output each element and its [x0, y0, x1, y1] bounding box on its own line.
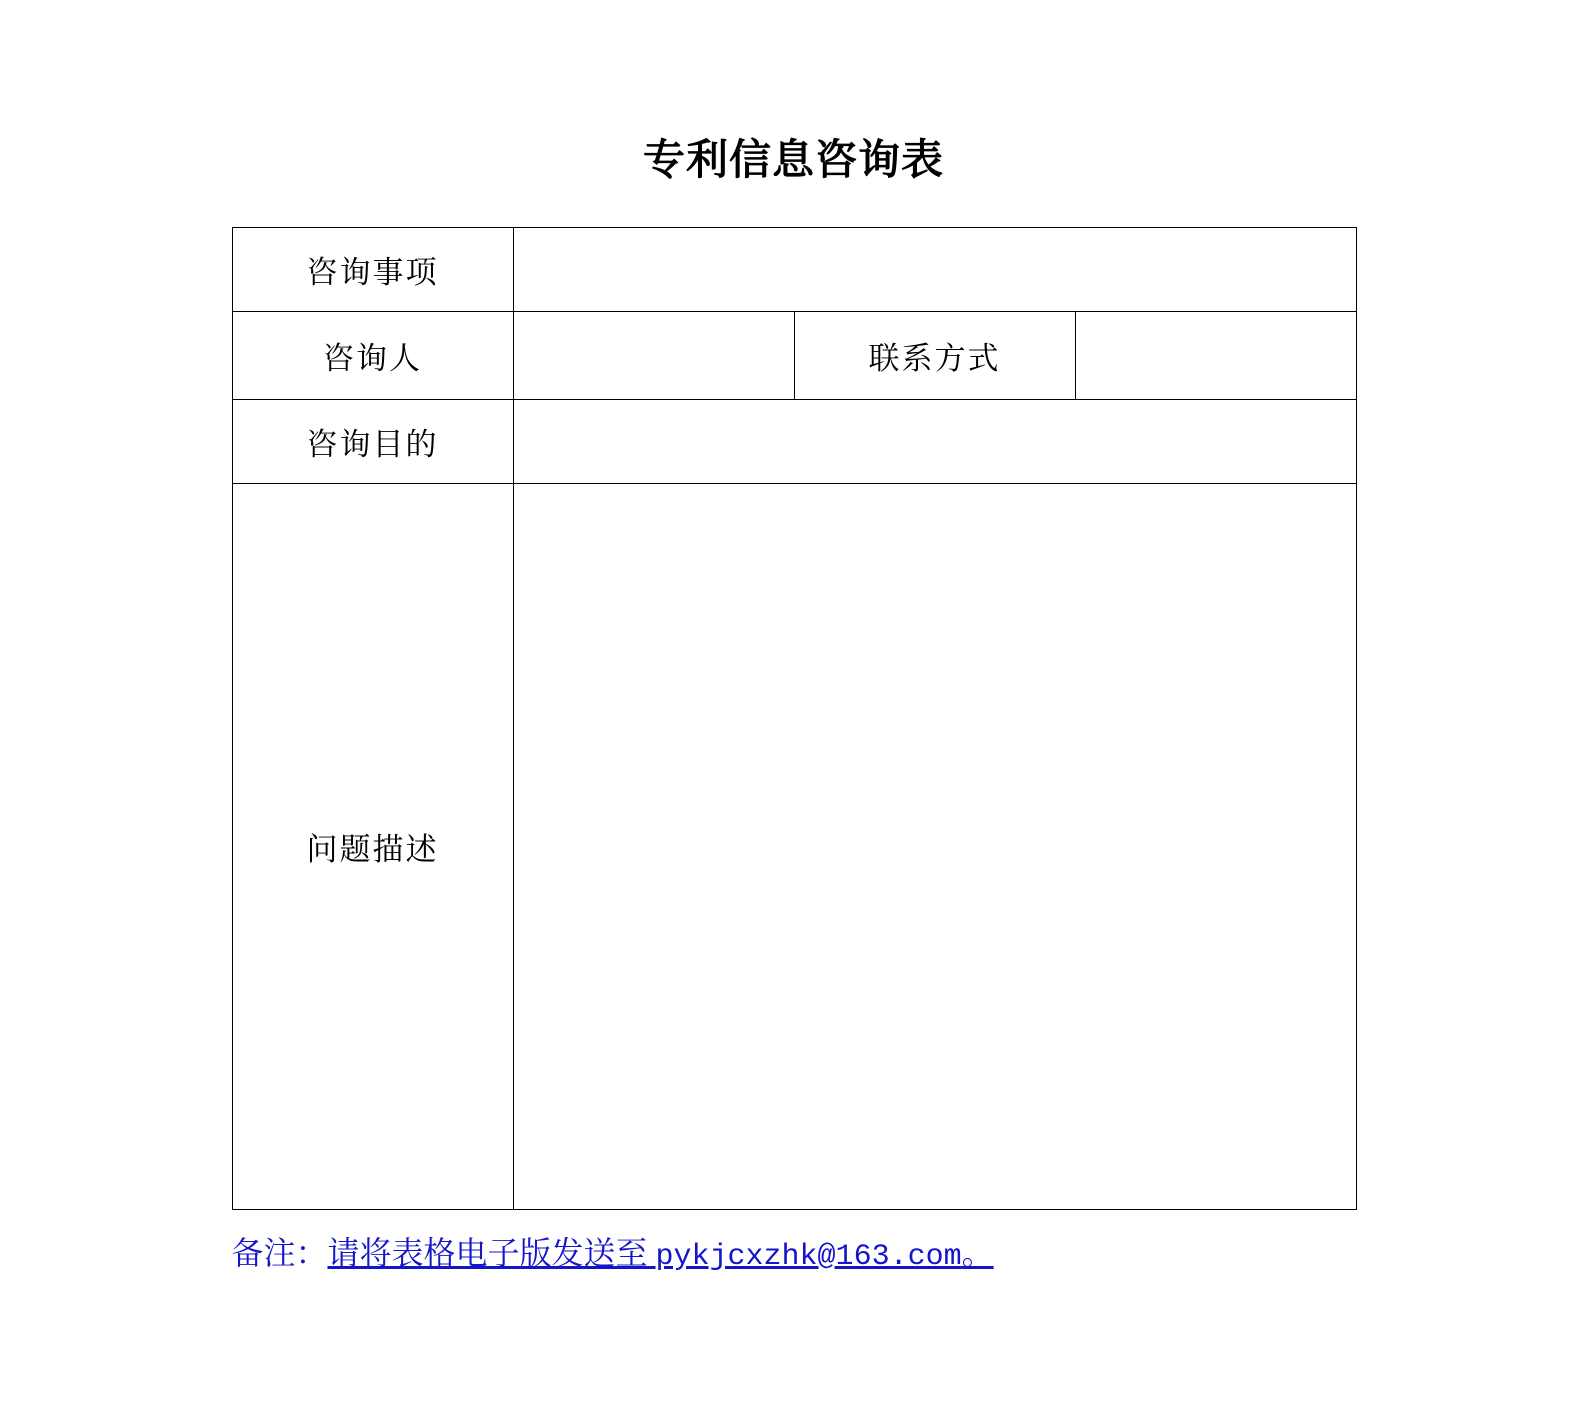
table-row: [232, 400, 1356, 484]
field-value-contact[interactable]: [1075, 312, 1356, 400]
field-label-contact: 联系方式: [794, 312, 1075, 400]
field-value-consultation-item[interactable]: [513, 228, 1356, 312]
field-label-purpose: 咨询目的: [232, 400, 513, 484]
note-label: 备注：: [231, 1235, 328, 1271]
field-value-purpose[interactable]: [513, 400, 1356, 484]
note-link-prefix[interactable]: 请将表格电子版发送至: [327, 1235, 656, 1271]
note-link-suffix[interactable]: 。: [961, 1235, 994, 1271]
form-container: [232, 182, 1356, 1210]
field-label-consultant: 咨询人: [232, 312, 513, 400]
consultation-form-table: [232, 227, 1357, 1210]
field-value-consultant[interactable]: [513, 312, 794, 400]
field-label-problem-description: 问题描述: [232, 484, 513, 1210]
note-email-link[interactable]: pykjcxzhk@163.com: [655, 1240, 962, 1274]
field-value-problem-description[interactable]: [513, 484, 1356, 1210]
table-row: [232, 228, 1356, 312]
field-label-consultation-item: 咨询事项: [232, 228, 513, 312]
page-title: 专利信息咨询表: [642, 138, 944, 184]
table-row: [232, 312, 1356, 400]
table-row: [232, 484, 1356, 1210]
note-line: [232, 1210, 1356, 1274]
